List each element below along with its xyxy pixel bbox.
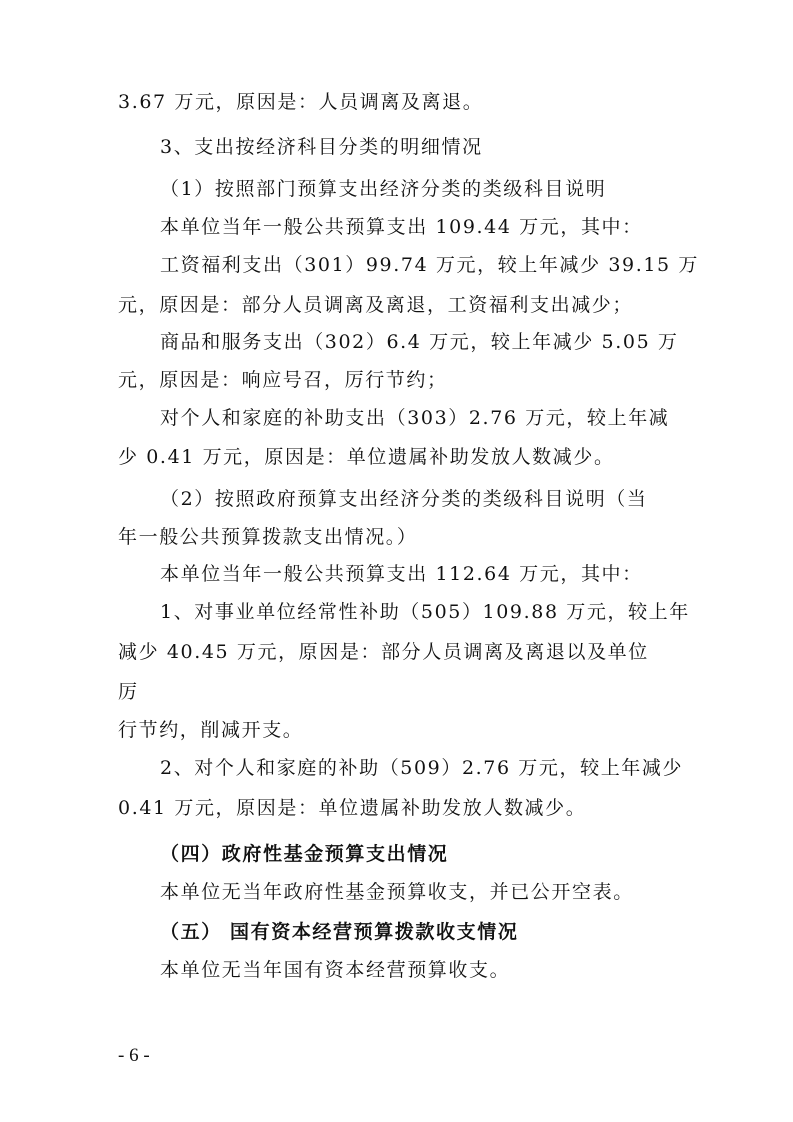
subsection-heading: （2）按照政府预算支出经济分类的类级科目说明（当	[160, 488, 648, 510]
text-line: 年一般公共预算拨款支出情况。）	[118, 526, 418, 548]
text-line: 本单位当年一般公共预算支出 112.64 万元，其中：	[160, 563, 643, 585]
text-line: 对个人和家庭的补助支出（303）2.76 万元，较上年减	[160, 407, 670, 429]
section-heading: （五） 国有资本经营预算拨款收支情况	[160, 921, 519, 943]
text-line: 1、对事业单位经常性补助（505）109.88 万元，较上年	[160, 601, 690, 623]
text-line: 2、对个人和家庭的补助（509）2.76 万元，较上年减少	[160, 757, 684, 779]
subsection-heading: （1）按照部门预算支出经济分类的类级科目说明	[160, 178, 607, 200]
text-line: 元，原因是：响应号召，厉行节约；	[118, 369, 448, 391]
text-line: 厉	[118, 681, 139, 703]
text-line: 商品和服务支出（302）6.4 万元，较上年减少 5.05 万	[160, 331, 679, 353]
section-heading: 3、支出按经济科目分类的明细情况	[160, 136, 483, 158]
text-line: 本单位当年一般公共预算支出 109.44 万元，其中：	[160, 216, 643, 238]
text-line: 工资福利支出（301）99.74 万元，较上年减少 39.15 万	[160, 254, 699, 276]
text-line: 少 0.41 万元，原因是：单位遗属补助发放人数减少。	[118, 446, 615, 468]
text-line: 0.41 万元，原因是：单位遗属补助发放人数减少。	[118, 797, 587, 819]
text-line: 3.67 万元，原因是：人员调离及离退。	[118, 91, 484, 113]
text-line: 减少 40.45 万元，原因是：部分人员调离及离退以及单位	[118, 641, 649, 663]
page-number: - 6 -	[118, 1045, 150, 1066]
text-line: 元，原因是：部分人员调离及离退，工资福利支出减少；	[118, 294, 634, 316]
text-line: 本单位无当年政府性基金预算收支，并已公开空表。	[160, 881, 634, 903]
section-heading: （四）政府性基金预算支出情况	[160, 843, 449, 865]
text-line: 本单位无当年国有资本经营预算收支。	[160, 959, 511, 981]
text-line: 行节约，削减开支。	[118, 719, 304, 741]
